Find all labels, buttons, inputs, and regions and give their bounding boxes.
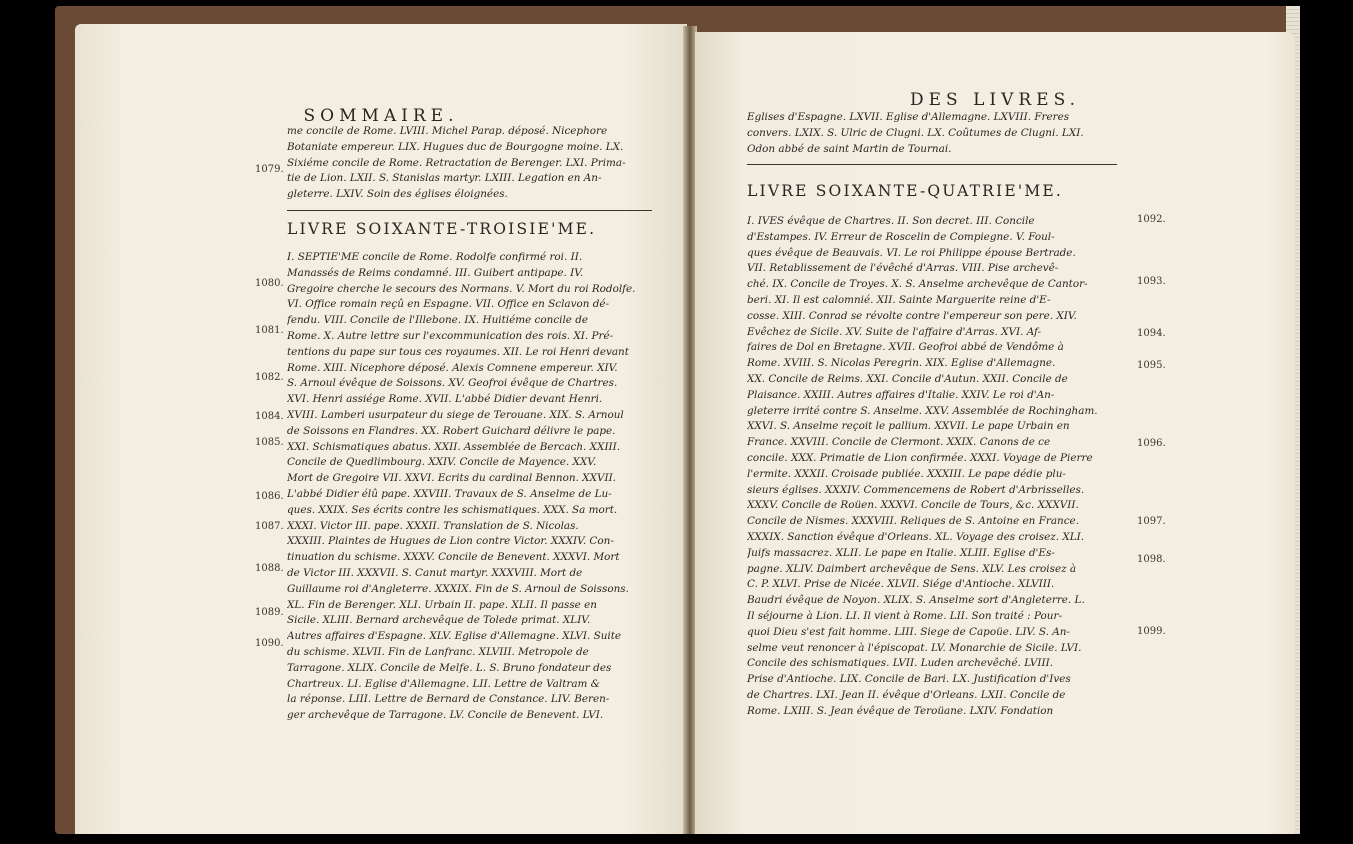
text-line: ché. IX. Concile de Troyes. X. S. Anselme archevêque de Cantor- bbox=[747, 278, 1088, 291]
text-line: Odon abbé de saint Martin de Tournai. bbox=[747, 142, 952, 155]
text-line: Chartreux. LI. Eglise d'Allemagne. LII. Lettre de Valtram & bbox=[287, 677, 600, 690]
text-line: Guillaume roi d'Angleterre. XXXIX. Fin de S. Arnoul de Soissons. bbox=[287, 582, 629, 595]
text-line: Autres affaires d'Espagne. XLV. Eglise d'Allemagne. XLVI. Suite bbox=[287, 630, 622, 643]
text-line: Rome. XIII. Nicephore déposé. Alexis Comnene empereur. XIV. bbox=[287, 361, 618, 374]
margin-year: 1079. bbox=[255, 164, 284, 175]
margin-year: 1084. bbox=[255, 411, 284, 422]
text-line: ger archevêque de Tarragone. LV. Concile de Benevent. LVI. bbox=[287, 709, 604, 722]
text-line: Baudri évêque de Noyon. XLIX. S. Anselme sort d'Angleterre. L. bbox=[747, 594, 1085, 607]
text-line: quoi Dieu s'est fait homme. LIII. Siege de Capoüe. LIV. S. An- bbox=[747, 625, 1070, 638]
text-line: fendu. VIII. Concile de l'Illebone. IX. Huitiéme concile de bbox=[287, 314, 589, 327]
text-line: Prise d'Antioche. LIX. Concile de Bari. LX. Justification d'Ives bbox=[747, 673, 1071, 686]
text-line: tinuation du schisme. XXXV. Concile de Benevent. XXXVI. Mort bbox=[287, 551, 620, 564]
text-line: XXXIX. Sanction évêque d'Orleans. XL. Voyage des croisez. XLI. bbox=[747, 530, 1085, 543]
left-intro-block bbox=[287, 124, 652, 203]
text-line: faires de Dol en Bretagne. XVII. Geofroi abbé de Vendôme à bbox=[747, 341, 1064, 354]
section-rule bbox=[287, 210, 652, 211]
text-line: d'Estampes. IV. Erreur de Roscelin de Compiegne. V. Foul- bbox=[747, 230, 1055, 243]
text-line: de Victor III. XXXVII. S. Canut martyr. XXXVIII. Mort de bbox=[287, 566, 583, 579]
margin-year: 1086. bbox=[255, 491, 284, 502]
right-book-title: LIVRE SOIXANTE-QUATRIE'ME. bbox=[747, 182, 1064, 200]
text-line: Rome. LXIII. S. Jean évêque de Teroüane. LXIV. Fondation bbox=[747, 704, 1054, 717]
text-line: Concile des schismatiques. LVII. Luden archevêché. LVIII. bbox=[747, 657, 1053, 670]
section-rule bbox=[747, 164, 1117, 165]
text-line: tie de Lion. LXII. S. Stanislas martyr. LXIII. Legation en An- bbox=[287, 172, 602, 185]
text-line: I. IVES évêque de Chartres. II. Son decret. III. Concile bbox=[747, 215, 1035, 227]
text-line: pagne. XLIV. Daimbert archevêque de Sens. XLV. Les croisez à bbox=[747, 562, 1077, 575]
left-body-block bbox=[287, 250, 652, 724]
margin-year: 1093. bbox=[1137, 276, 1166, 287]
text-line: ques évêque de Beauvais. VI. Le roi Philippe épouse Bertrade. bbox=[747, 246, 1076, 259]
text-line: la réponse. LIII. Lettre de Bernard de Constance. LIV. Beren- bbox=[287, 693, 610, 706]
left-page bbox=[75, 24, 687, 834]
text-line: XVI. Henri assiége Rome. XVII. L'abbé Didier devant Henri. bbox=[287, 393, 603, 406]
text-line: L'abbé Didier élû pape. XXVIII. Travaux de S. Anselme de Lu- bbox=[287, 487, 612, 500]
text-line: convers. LXIX. S. Ulric de Clugni. LX. Coûtumes de Clugni. LXI. bbox=[747, 126, 1084, 139]
text-line: XXXIII. Plaintes de Hugues de Lion contre Victor. XXXIV. Con- bbox=[287, 535, 614, 548]
right-body-block bbox=[747, 214, 1117, 720]
text-line: du schisme. XLVII. Fin de Lanfranc. XLVIII. Metropole de bbox=[287, 645, 589, 658]
text-line: XXXV. Concile de Roüen. XXXVI. Concile de Tours, &c. XXXVII. bbox=[747, 499, 1079, 512]
text-line: Sicile. XLIII. Bernard archevêque de Tolede primat. XLIV. bbox=[287, 614, 591, 627]
margin-year: 1090. bbox=[255, 638, 284, 649]
text-line: Juifs massacrez. XLII. Le pape en Italie. XLIII. Eglise d'Es- bbox=[747, 546, 1055, 559]
text-line: Evêchez de Sicile. XV. Suite de l'affaire d'Arras. XVI. Af- bbox=[747, 325, 1042, 338]
text-line: de Soissons en Flandres. XX. Robert Guichard délivre le pape. bbox=[287, 424, 616, 437]
right-running-head: DES LIVRES. bbox=[909, 90, 1081, 110]
margin-year: 1087. bbox=[255, 521, 284, 532]
text-line: XXI. Schismatiques abatus. XXII. Assemblée de Bercach. XXIII. bbox=[287, 440, 621, 453]
text-line: XX. Concile de Reims. XXI. Concile d'Autun. XXII. Concile de bbox=[747, 372, 1068, 385]
text-line: XXVI. S. Anselme reçoit le pallium. XXVII. Le pape Urbain en bbox=[747, 420, 1070, 433]
text-line: VI. Office romain reçû en Espagne. VII. Office en Sclavon dé- bbox=[287, 298, 610, 311]
text-line: XXXI. Victor III. pape. XXXII. Translation de S. Nicolas. bbox=[287, 519, 579, 532]
text-line: Manassés de Reims condamné. III. Guibert antipape. IV. bbox=[287, 266, 584, 279]
text-line: Rome. X. Autre lettre sur l'excommunication des rois. XI. Pré- bbox=[287, 329, 614, 342]
text-line: concile. XXX. Primatie de Lion confirmée. XXXI. Voyage de Pierre bbox=[747, 451, 1093, 464]
text-line: de Chartres. LXI. Jean II. évêque d'Orleans. LXII. Concile de bbox=[747, 688, 1066, 701]
left-book-title: LIVRE SOIXANTE-TROISIE'ME. bbox=[287, 220, 597, 238]
margin-year: 1092. bbox=[1137, 214, 1166, 225]
text-line: Tarragone. XLIX. Concile de Melfe. L. S. Bruno fondateur des bbox=[287, 661, 612, 674]
text-line: Sixiéme concile de Rome. Retractation de Berenger. LXI. Prima- bbox=[287, 156, 626, 169]
margin-year: 1095. bbox=[1137, 360, 1166, 371]
text-line: XL. Fin de Berenger. XLI. Urbain II. pape. XLII. Il passe en bbox=[287, 598, 597, 611]
text-line: sieurs églises. XXXIV. Commencemens de Robert d'Arbrisselles. bbox=[747, 483, 1085, 496]
text-line: Mort de Gregoire VII. XXVI. Ecrits du cardinal Bennon. XXVII. bbox=[287, 472, 616, 485]
text-line: Botaniate empereur. LIX. Hugues duc de Bourgogne moine. LX. bbox=[287, 140, 624, 153]
margin-year: 1094. bbox=[1137, 328, 1166, 339]
margin-year: 1089. bbox=[255, 607, 284, 618]
margin-year: 1081. bbox=[255, 325, 284, 336]
text-line: Rome. XVIII. S. Nicolas Peregrin. XIX. Eglise d'Allemagne. bbox=[747, 357, 1056, 370]
text-line: gleterre irrité contre S. Anselme. XXV. Assemblée de Rochingham. bbox=[747, 404, 1098, 417]
text-line: France. XXVIII. Concile de Clermont. XXIX. Canons de ce bbox=[747, 436, 1051, 449]
margin-year: 1080. bbox=[255, 278, 284, 289]
margin-year: 1097. bbox=[1137, 516, 1166, 527]
margin-year: 1099. bbox=[1137, 626, 1166, 637]
text-line: I. SEPTIE'ME concile de Rome. Rodolfe confirmé roi. II. bbox=[287, 251, 583, 263]
text-line: XVIII. Lamberi usurpateur du siege de Terouane. XIX. S. Arnoul bbox=[287, 408, 624, 421]
text-line: Plaisance. XXIII. Autres affaires d'Italie. XXIV. Le roi d'An- bbox=[747, 388, 1055, 401]
text-line: Gregoire cherche le secours des Normans. V. Mort du roi Rodolfe. bbox=[287, 282, 636, 295]
text-line: C. P. XLVI. Prise de Nicée. XLVII. Siége d'Antioche. XLVIII. bbox=[747, 578, 1055, 591]
margin-year: 1082. bbox=[255, 372, 284, 383]
right-intro-block bbox=[747, 110, 1117, 157]
open-book bbox=[55, 6, 1300, 834]
text-line: beri. XI. Il est calomnié. XII. Sainte Marguerite reine d'E- bbox=[747, 293, 1051, 306]
text-line: S. Arnoul évêque de Soissons. XV. Geofroi évêque de Chartres. bbox=[287, 377, 618, 390]
text-line: Concile de Nismes. XXXVIII. Reliques de S. Antoine en France. bbox=[747, 515, 1079, 528]
text-line: VII. Retablissement de l'évêché d'Arras. VIII. Pise archevê- bbox=[747, 262, 1059, 275]
text-line: ques. XXIX. Ses écrits contre les schismatiques. XXX. Sa mort. bbox=[287, 503, 618, 516]
margin-year: 1098. bbox=[1137, 554, 1166, 565]
text-line: Eglises d'Espagne. LXVII. Eglise d'Allemagne. LXVIII. Freres bbox=[747, 111, 1070, 123]
text-line: cosse. XIII. Conrad se révolte contre l'empereur son pere. XIV. bbox=[747, 309, 1077, 322]
margin-year: 1085. bbox=[255, 437, 284, 448]
text-line: Il séjourne à Lion. LI. Il vient à Rome. LII. Son traité : Pour- bbox=[747, 609, 1062, 622]
text-line: selme veut renoncer à l'épiscopat. LV. Monarchie de Sicile. LVI. bbox=[747, 641, 1082, 654]
margin-year: 1096. bbox=[1137, 438, 1166, 449]
text-line: l'ermite. XXXII. Croisade publiée. XXXIII. Le pape dédie plu- bbox=[747, 467, 1066, 480]
text-line: Concile de Quedlimbourg. XXIV. Concile de Mayence. XXV. bbox=[287, 456, 597, 469]
text-line: me concile de Rome. LVIII. Michel Parap. déposé. Nicephore bbox=[287, 125, 608, 137]
right-page bbox=[695, 32, 1295, 834]
margin-year: 1088. bbox=[255, 563, 284, 574]
text-line: tentions du pape sur tous ces royaumes. XII. Le roi Henri devant bbox=[287, 345, 629, 358]
text-line: gleterre. LXIV. Soin des églises éloignées. bbox=[287, 188, 508, 201]
left-running-head: SOMMAIRE. bbox=[303, 106, 459, 126]
